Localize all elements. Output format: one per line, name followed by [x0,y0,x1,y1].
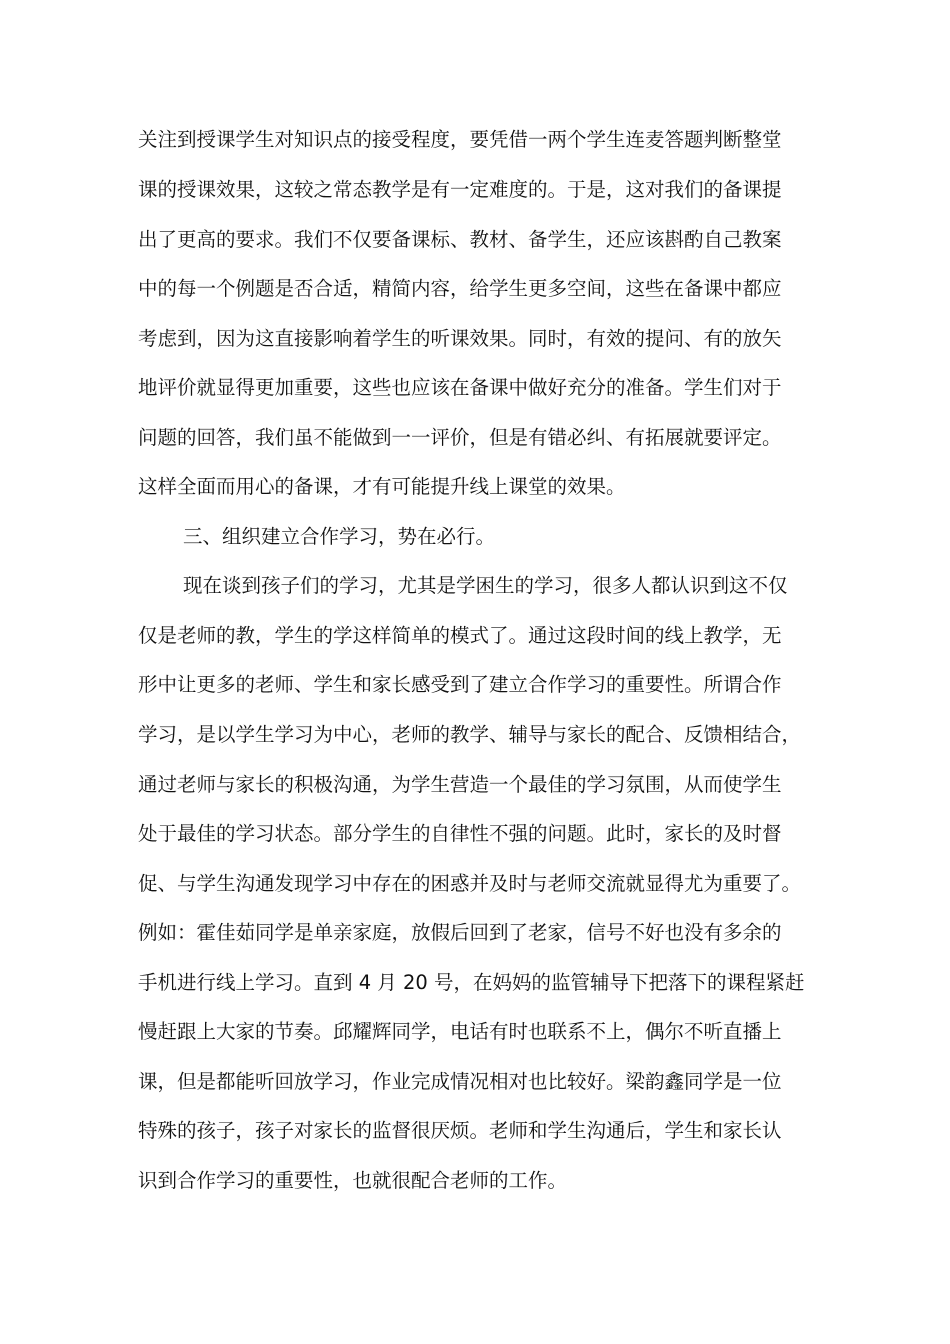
section-heading: 三、组织建立合作学习，势在必行。 [183,525,496,548]
text-line: 课，但是都能听回放学习，作业完成情况相对也比较好。梁韵鑫同学是一位 [138,1070,782,1093]
text-line: 出了更高的要求。我们不仅要备课标、教材、备学生，还应该斟酌自己教案 [138,228,782,251]
text-line: 问题的回答，我们虽不能做到一一评价，但是有错必纠、有拓展就要评定。 [138,426,782,449]
text-line: 促、与学生沟通发现学习中存在的困惑并及时与老师交流就显得尤为重要了。 [138,872,802,895]
text-line: 处于最佳的学习状态。部分学生的自律性不强的问题。此时，家长的及时督 [138,822,782,845]
text-line: 形中让更多的老师、学生和家长感受到了建立合作学习的重要性。所谓合作 [138,673,782,696]
text-line: 学习，是以学生学习为中心，老师的教学、辅导与家长的配合、反馈相结合， [138,723,802,746]
text-line: 地评价就显得更加重要，这些也应该在备课中做好充分的准备。学生们对于 [138,376,782,399]
paragraph-first-line: 现在谈到孩子们的学习，尤其是学困生的学习，很多人都认识到这不仅 [183,574,788,597]
text-line: 这样全面而用心的备课，才有可能提升线上课堂的效果。 [138,475,626,498]
text-line: 例如：霍佳茹同学是单亲家庭，放假后回到了老家，信号不好也没有多余的 [138,921,782,944]
text-line: 课的授课效果，这较之常态教学是有一定难度的。于是，这对我们的备课提 [138,178,782,201]
text-line: 特殊的孩子，孩子对家长的监督很厌烦。老师和学生沟通后，学生和家长认 [138,1119,782,1142]
text-line: 手机进行线上学习。直到 4 月 20 号，在妈妈的监管辅导下把落下的课程紧赶 [138,971,805,994]
text-line: 通过老师与家长的积极沟通，为学生营造一个最佳的学习氛围，从而使学生 [138,773,782,796]
text-line: 慢赶跟上大家的节奏。邱耀辉同学，电话有时也联系不上，偶尔不听直播上 [138,1020,782,1043]
text-line: 关注到授课学生对知识点的接受程度，要凭借一两个学生连麦答题判断整堂 [138,128,782,151]
text-line: 识到合作学习的重要性，也就很配合老师的工作。 [138,1169,568,1192]
text-line: 仅是老师的教，学生的学这样简单的模式了。通过这段时间的线上教学，无 [138,624,782,647]
text-line: 中的每一个例题是否合适，精简内容，给学生更多空间，这些在备课中都应 [138,277,782,300]
text-line: 考虑到，因为这直接影响着学生的听课效果。同时，有效的提问、有的放矢 [138,327,782,350]
